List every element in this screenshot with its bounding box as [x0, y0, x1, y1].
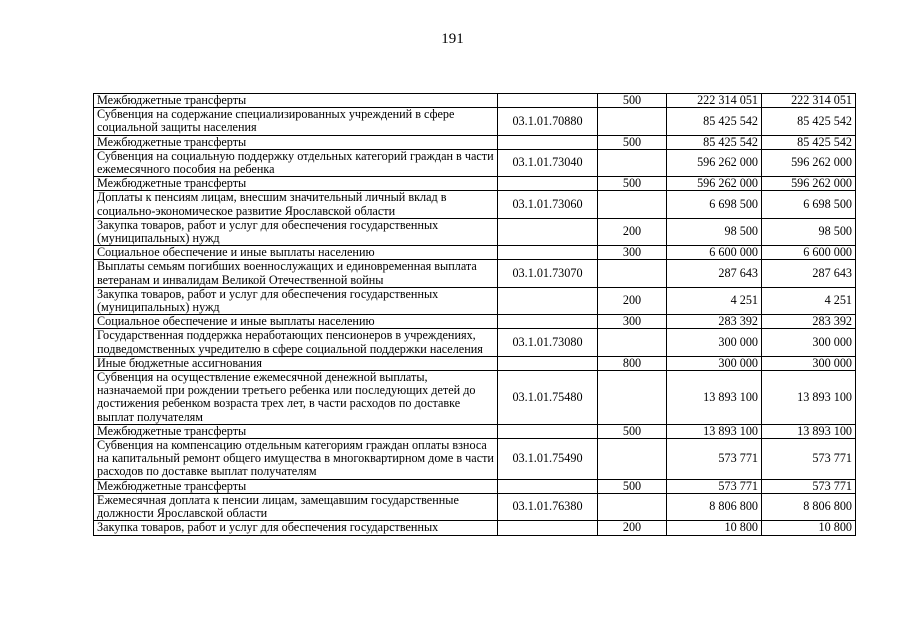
target-code-cell — [498, 287, 598, 314]
amount-year2-cell: 4 251 — [762, 287, 856, 314]
target-code-cell — [498, 94, 598, 108]
amount-year2-cell: 300 000 — [762, 356, 856, 370]
item-name-cell: Межбюджетные трансферты — [94, 479, 498, 493]
target-code-cell — [498, 135, 598, 149]
table-row — [94, 108, 856, 135]
amount-year1-cell: 10 800 — [667, 521, 762, 535]
target-code-cell: 03.1.01.73040 — [498, 149, 598, 176]
target-code-cell — [498, 521, 598, 535]
amount-year2-cell: 8 806 800 — [762, 493, 856, 520]
item-name-cell: Государственная поддержка неработающих пенсионеров в учреждениях, подведомственных учредителю в сфере социальной поддержки населения — [94, 329, 498, 356]
item-name-cell: Межбюджетные трансферты — [94, 94, 498, 108]
amount-year2-cell: 573 771 — [762, 479, 856, 493]
amount-year1-cell: 300 000 — [667, 356, 762, 370]
item-name-cell: Субвенция на социальную поддержку отдельных категорий граждан в части ежемесячного пособия на ребенка — [94, 149, 498, 176]
amount-year1-cell: 596 262 000 — [667, 149, 762, 176]
expense-type-cell — [598, 371, 667, 425]
table-row — [94, 191, 856, 218]
expense-type-cell: 500 — [598, 177, 667, 191]
item-name-cell: Межбюджетные трансферты — [94, 424, 498, 438]
amount-year1-cell: 573 771 — [667, 439, 762, 480]
item-name-cell: Ежемесячная доплата к пенсии лицам, замещавшим государственные должности Ярославской области — [94, 493, 498, 520]
table-row — [94, 246, 856, 260]
expense-type-cell: 500 — [598, 424, 667, 438]
item-name-cell: Закупка товаров, работ и услуг для обеспечения государственных (муниципальных) нужд — [94, 218, 498, 245]
amount-year2-cell: 300 000 — [762, 329, 856, 356]
item-name-cell: Доплаты к пенсиям лицам, внесшим значительный личный вклад в социально-экономическое развитие Ярославской области — [94, 191, 498, 218]
amount-year1-cell: 300 000 — [667, 329, 762, 356]
amount-year2-cell: 13 893 100 — [762, 371, 856, 425]
amount-year2-cell: 13 893 100 — [762, 424, 856, 438]
target-code-cell: 03.1.01.75490 — [498, 439, 598, 480]
amount-year2-cell: 98 500 — [762, 218, 856, 245]
amount-year1-cell: 283 392 — [667, 315, 762, 329]
amount-year1-cell: 98 500 — [667, 218, 762, 245]
expense-type-cell — [598, 260, 667, 287]
amount-year1-cell: 287 643 — [667, 260, 762, 287]
item-name-cell: Закупка товаров, работ и услуг для обеспечения государственных (муниципальных) нужд — [94, 287, 498, 314]
item-name-cell: Выплаты семьям погибших военнослужащих и единовременная выплата ветеранам и инвалидам Великой Отечественной войны — [94, 260, 498, 287]
expense-type-cell — [598, 191, 667, 218]
target-code-cell: 03.1.01.75480 — [498, 371, 598, 425]
target-code-cell: 03.1.01.76380 — [498, 493, 598, 520]
item-name-cell: Субвенция на осуществление ежемесячной денежной выплаты, назначаемой при рождении третьего ребенка или последующих детей до достижения ребенком возраста трех лет, в части расходов по доставке выплат получателям — [94, 371, 498, 425]
expense-type-cell — [598, 439, 667, 480]
item-name-cell: Социальное обеспечение и иные выплаты населению — [94, 246, 498, 260]
target-code-cell — [498, 356, 598, 370]
table-row — [94, 493, 856, 520]
item-name-cell: Иные бюджетные ассигнования — [94, 356, 498, 370]
table-row — [94, 94, 856, 108]
expense-type-cell: 500 — [598, 135, 667, 149]
expense-type-cell — [598, 149, 667, 176]
item-name-cell: Закупка товаров, работ и услуг для обеспечения государственных — [94, 521, 498, 535]
amount-year2-cell: 6 600 000 — [762, 246, 856, 260]
table-row — [94, 287, 856, 314]
amount-year2-cell: 10 800 — [762, 521, 856, 535]
expense-type-cell: 200 — [598, 218, 667, 245]
target-code-cell — [498, 479, 598, 493]
table-row — [94, 260, 856, 287]
expense-type-cell — [598, 108, 667, 135]
table-row — [94, 521, 856, 535]
target-code-cell — [498, 177, 598, 191]
target-code-cell — [498, 315, 598, 329]
expense-type-cell: 800 — [598, 356, 667, 370]
amount-year2-cell: 596 262 000 — [762, 177, 856, 191]
table-row — [94, 356, 856, 370]
item-name-cell: Межбюджетные трансферты — [94, 135, 498, 149]
expense-type-cell: 200 — [598, 287, 667, 314]
table-row — [94, 329, 856, 356]
table-row — [94, 424, 856, 438]
table-row — [94, 135, 856, 149]
target-code-cell — [498, 424, 598, 438]
page-number: 191 — [441, 31, 464, 47]
expense-type-cell: 300 — [598, 315, 667, 329]
table-row — [94, 479, 856, 493]
item-name-cell: Социальное обеспечение и иные выплаты населению — [94, 315, 498, 329]
table-row — [94, 218, 856, 245]
target-code-cell: 03.1.01.73060 — [498, 191, 598, 218]
budget-table-body — [94, 94, 856, 536]
amount-year1-cell: 596 262 000 — [667, 177, 762, 191]
target-code-cell: 03.1.01.73080 — [498, 329, 598, 356]
amount-year2-cell: 573 771 — [762, 439, 856, 480]
item-name-cell: Межбюджетные трансферты — [94, 177, 498, 191]
expense-type-cell: 300 — [598, 246, 667, 260]
amount-year1-cell: 6 698 500 — [667, 191, 762, 218]
expense-type-cell — [598, 329, 667, 356]
amount-year1-cell: 13 893 100 — [667, 424, 762, 438]
amount-year1-cell: 573 771 — [667, 479, 762, 493]
amount-year1-cell: 8 806 800 — [667, 493, 762, 520]
target-code-cell — [498, 218, 598, 245]
amount-year2-cell: 283 392 — [762, 315, 856, 329]
table-row — [94, 315, 856, 329]
table-row — [94, 371, 856, 425]
table-row — [94, 149, 856, 176]
table-row — [94, 439, 856, 480]
amount-year1-cell: 85 425 542 — [667, 108, 762, 135]
budget-table — [93, 93, 856, 536]
amount-year2-cell: 85 425 542 — [762, 135, 856, 149]
amount-year1-cell: 4 251 — [667, 287, 762, 314]
expense-type-cell: 200 — [598, 521, 667, 535]
amount-year1-cell: 222 314 051 — [667, 94, 762, 108]
item-name-cell: Субвенция на содержание специализированных учреждений в сфере социальной защиты населения — [94, 108, 498, 135]
target-code-cell — [498, 246, 598, 260]
table-row — [94, 177, 856, 191]
target-code-cell: 03.1.01.70880 — [498, 108, 598, 135]
expense-type-cell: 500 — [598, 479, 667, 493]
expense-type-cell: 500 — [598, 94, 667, 108]
amount-year2-cell: 596 262 000 — [762, 149, 856, 176]
amount-year2-cell: 85 425 542 — [762, 108, 856, 135]
amount-year1-cell: 6 600 000 — [667, 246, 762, 260]
amount-year2-cell: 6 698 500 — [762, 191, 856, 218]
expense-type-cell — [598, 493, 667, 520]
amount-year1-cell: 13 893 100 — [667, 371, 762, 425]
target-code-cell: 03.1.01.73070 — [498, 260, 598, 287]
amount-year1-cell: 85 425 542 — [667, 135, 762, 149]
item-name-cell: Субвенция на компенсацию отдельным категориям граждан оплаты взноса на капитальный ремонт общего имущества в многоквартирном доме в части расходов по доставке выплат получателям — [94, 439, 498, 480]
amount-year2-cell: 287 643 — [762, 260, 856, 287]
amount-year2-cell: 222 314 051 — [762, 94, 856, 108]
